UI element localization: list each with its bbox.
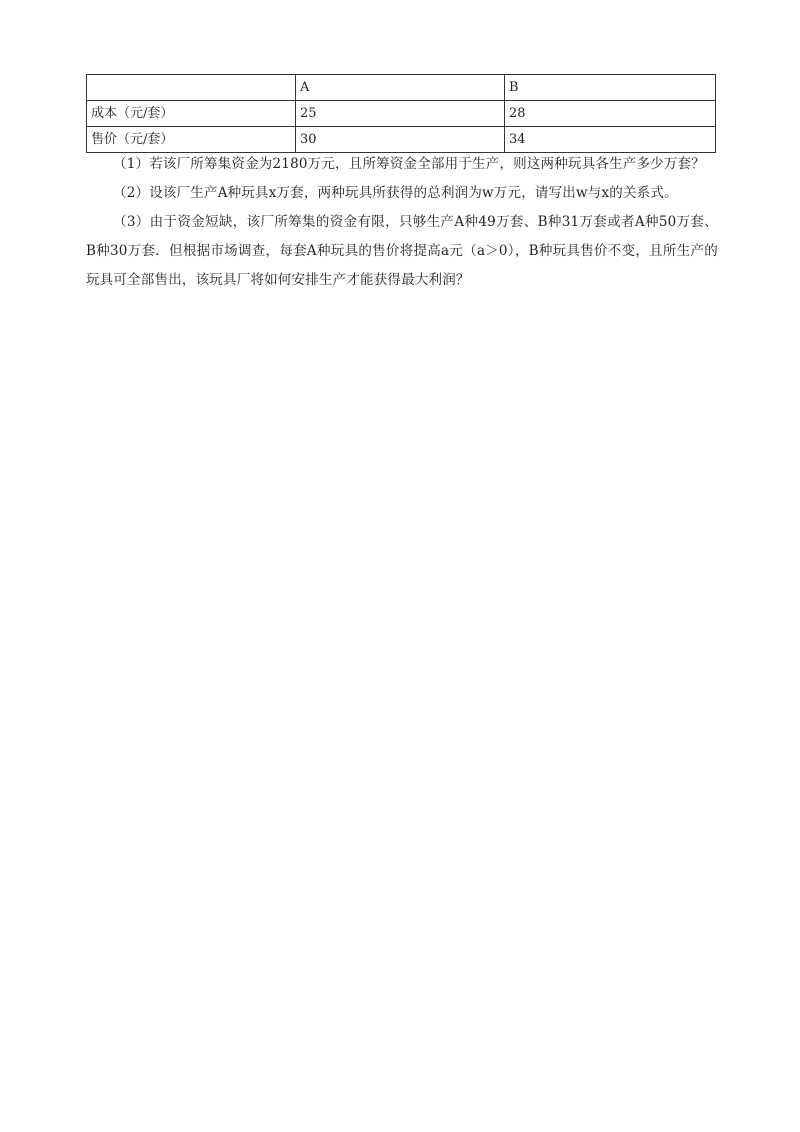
table-header-cell-a: A — [295, 75, 504, 101]
table-header-cell-empty — [87, 75, 296, 101]
question-2: （2）设该厂生产A种玩具x万套，两种玩具所获得的总利润为w万元，请写出w与x的关系式。 — [113, 185, 678, 201]
table-row-price — [87, 127, 716, 153]
cost-price-table — [86, 74, 716, 153]
table-row-cost — [87, 101, 716, 127]
table-header-cell-b: B — [504, 75, 715, 101]
row-label-price: 售价（元/套） — [87, 127, 296, 153]
row-label-cost: 成本（元/套） — [87, 101, 296, 127]
price-a-cell: 30 — [295, 127, 504, 153]
cost-b-cell: 28 — [504, 101, 715, 127]
question-3: （3）由于资金短缺，该厂所筹集的资金有限，只够生产A种49万套、B种31万套或者A种50万套、B种30万套．但根据市场调查，每套A种玩具的售价将提高a元（a＞0），B种玩具售价不变，且所生产的玩具可全部售出，该玩具厂将如何安排生产才能获得最大利润？ — [86, 214, 718, 288]
price-b-cell: 34 — [504, 127, 715, 153]
question-list — [86, 150, 718, 295]
question-1: （1）若该厂所筹集资金为2180万元，且所筹资金全部用于生产，则这两种玩具各生产多少万套？ — [113, 156, 705, 172]
cost-a-cell: 25 — [295, 101, 504, 127]
table-header-row — [87, 75, 716, 101]
